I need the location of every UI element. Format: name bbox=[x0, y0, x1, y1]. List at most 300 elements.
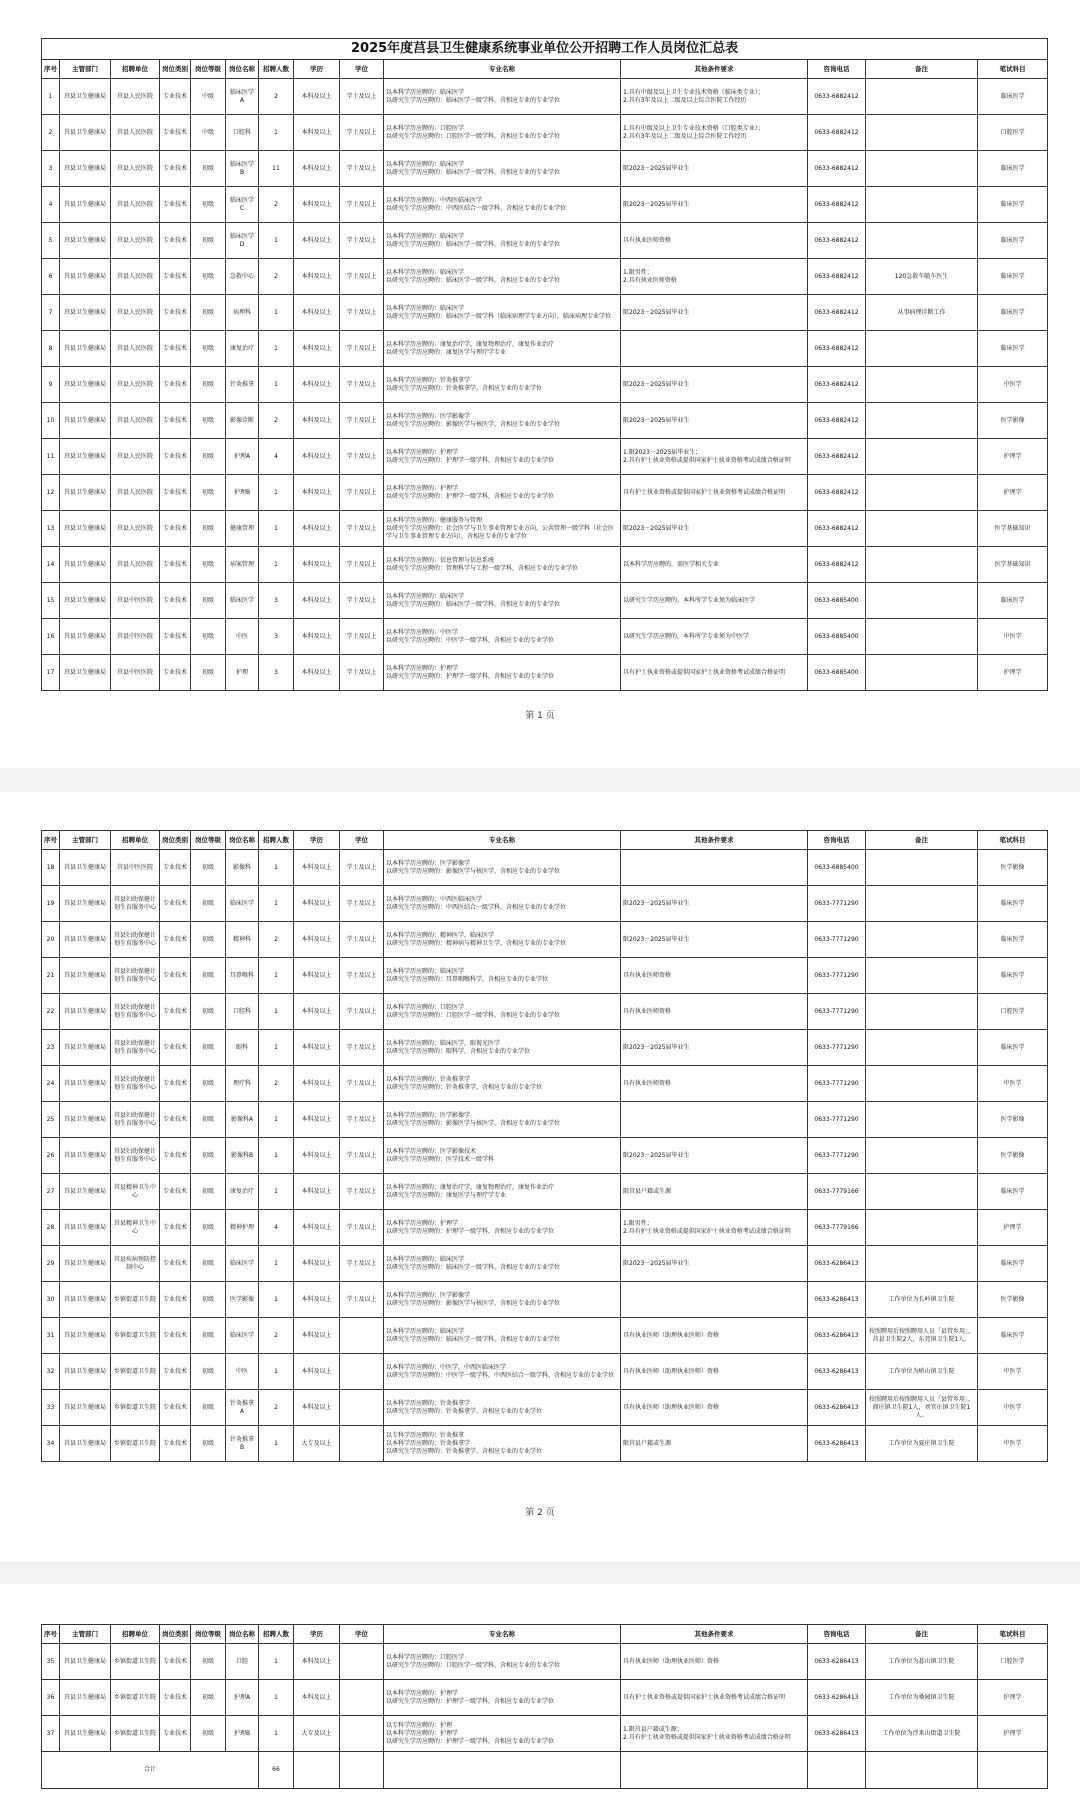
cell-edu: 本科及以上 bbox=[294, 367, 340, 403]
cell-degree: 学士及以上 bbox=[340, 1102, 384, 1138]
cell-other: 1.限莒县户籍或生源； 2.具有护士执业资格或提供国家护士执业资格考试成绩合格证明 bbox=[621, 1716, 808, 1752]
cell-tel: 0633-6286413 bbox=[808, 1644, 866, 1680]
table-row bbox=[42, 1246, 1048, 1282]
cell-note bbox=[866, 655, 978, 691]
cell-level: 初级 bbox=[191, 1390, 226, 1426]
cell-name: 临床医学B bbox=[226, 151, 259, 187]
cell-level: 中级 bbox=[191, 79, 226, 115]
cell-edu: 本科及以上 bbox=[294, 994, 340, 1030]
cell-major: 以本科学历应聘的：口腔医学 以研究生学历应聘的：口腔医学一级学科，含相应专业的专业学位 bbox=[384, 115, 621, 151]
cell-count: 2 bbox=[259, 259, 294, 295]
cell-edu: 本科及以上 bbox=[294, 1138, 340, 1174]
cell-type: 专业技术 bbox=[160, 1390, 191, 1426]
cell-level: 初级 bbox=[191, 1174, 226, 1210]
column-header: 招聘人数 bbox=[259, 1625, 294, 1644]
cell-name: 临床医学C bbox=[226, 187, 259, 223]
cell-dept: 莒县卫生健康局 bbox=[60, 1282, 111, 1318]
cell-level: 初级 bbox=[191, 958, 226, 994]
table-row bbox=[42, 1318, 1048, 1354]
column-header: 学位 bbox=[340, 1625, 384, 1644]
cell-major: 以本科学历应聘的：医学影像学 以研究生学历应聘的：影像医学与核医学，含相应专业的专业学位 bbox=[384, 1102, 621, 1138]
cell-name: 康复治疗 bbox=[226, 1174, 259, 1210]
cell-degree: 学士及以上 bbox=[340, 367, 384, 403]
cell-note bbox=[866, 403, 978, 439]
cell-note: 按照聘用后按照聘用人员「县管乡用」，莒县卫生院2人，东莞镇卫生院1人。 bbox=[866, 1318, 978, 1354]
cell-other: 具有执业医师资格 bbox=[621, 1066, 808, 1102]
cell-note bbox=[866, 1246, 978, 1282]
cell-degree: 学士及以上 bbox=[340, 475, 384, 511]
column-header: 咨询电话 bbox=[808, 60, 866, 79]
cell-unit: 莒县中医医院 bbox=[111, 850, 160, 886]
cell-other: 限莒县户籍或生源 bbox=[621, 1426, 808, 1462]
table-row bbox=[42, 259, 1048, 295]
cell-exam: 医学影像 bbox=[978, 1102, 1048, 1138]
cell-type: 专业技术 bbox=[160, 886, 191, 922]
column-header: 学位 bbox=[340, 60, 384, 79]
cell-other: 1.限男性； 2.具有执业医师资格 bbox=[621, 259, 808, 295]
column-header: 专业名称 bbox=[384, 1625, 621, 1644]
cell-exam: 医学基础知识 bbox=[978, 511, 1048, 547]
cell-tel: 0633-6286413 bbox=[808, 1246, 866, 1282]
column-header: 岗位等级 bbox=[191, 60, 226, 79]
cell-degree: 学士及以上 bbox=[340, 619, 384, 655]
cell-type: 专业技术 bbox=[160, 223, 191, 259]
cell-other: 以研究生学历应聘的，本科所学专业须为中医学 bbox=[621, 619, 808, 655]
cell-unit: 莒县人民医院 bbox=[111, 475, 160, 511]
cell-degree bbox=[340, 1354, 384, 1390]
cell-name: 临床医学D bbox=[226, 223, 259, 259]
page-3 bbox=[0, 1584, 1080, 1818]
cell-major: 以本科学历应聘的：针灸推拿学 以研究生学历应聘的：针灸推拿学，含相应专业的专业学位 bbox=[384, 1066, 621, 1102]
column-header: 备注 bbox=[866, 60, 978, 79]
cell-level: 初级 bbox=[191, 1282, 226, 1318]
cell-degree bbox=[340, 1426, 384, 1462]
cell-dept: 莒县卫生健康局 bbox=[60, 1066, 111, 1102]
table-row bbox=[42, 1066, 1048, 1102]
cell-level: 初级 bbox=[191, 583, 226, 619]
cell-tel: 0633-6882412 bbox=[808, 547, 866, 583]
cell-no: 21 bbox=[42, 958, 60, 994]
cell-count: 2 bbox=[259, 922, 294, 958]
cell-edu: 大专及以上 bbox=[294, 1426, 340, 1462]
cell-name: 针灸推拿A bbox=[226, 1390, 259, 1426]
cell-edu: 本科及以上 bbox=[294, 1390, 340, 1426]
cell-other: 以本科学历应聘的，需医学相关专业 bbox=[621, 547, 808, 583]
cell-note: 工作单位为碁山镇卫生院 bbox=[866, 1644, 978, 1680]
cell-no: 9 bbox=[42, 367, 60, 403]
cell-level: 初级 bbox=[191, 655, 226, 691]
table-row bbox=[42, 1644, 1048, 1680]
cell-no: 27 bbox=[42, 1174, 60, 1210]
cell-no: 16 bbox=[42, 619, 60, 655]
cell-dept: 莒县卫生健康局 bbox=[60, 1030, 111, 1066]
cell-dept: 莒县卫生健康局 bbox=[60, 958, 111, 994]
cell-type: 专业技术 bbox=[160, 475, 191, 511]
cell-name: 护理 bbox=[226, 655, 259, 691]
cell-count: 1 bbox=[259, 1138, 294, 1174]
cell-major: 以本科学历应聘的：康复治疗学，康复物理治疗，康复作业治疗 以研究生学历应聘的：康复医学与理疗学专业 bbox=[384, 331, 621, 367]
cell-major: 以本科学历应聘的：护理学 以研究生学历应聘的：护理学一级学科，含相应专业的专业学位 bbox=[384, 1680, 621, 1716]
cell-unit: 莒县疾病预防控制中心 bbox=[111, 1246, 160, 1282]
cell-unit: 莒县人民医院 bbox=[111, 367, 160, 403]
cell-unit: 乡镇街道卫生院 bbox=[111, 1282, 160, 1318]
cell-level: 中级 bbox=[191, 115, 226, 151]
cell-no: 25 bbox=[42, 1102, 60, 1138]
cell-other: 具有执业医师（助理执业医师）资格 bbox=[621, 1390, 808, 1426]
cell-count: 3 bbox=[259, 619, 294, 655]
cell-other: 限2023－2025届毕业生 bbox=[621, 403, 808, 439]
table-row bbox=[42, 886, 1048, 922]
cell-unit: 莒县人民医院 bbox=[111, 223, 160, 259]
cell-dept: 莒县卫生健康局 bbox=[60, 223, 111, 259]
cell-name: 护理A bbox=[226, 1680, 259, 1716]
cell-note: 工作单位为桑园镇卫生院 bbox=[866, 1680, 978, 1716]
cell-no: 29 bbox=[42, 1246, 60, 1282]
cell-edu: 本科及以上 bbox=[294, 619, 340, 655]
cell-note bbox=[866, 475, 978, 511]
cell-unit: 乡镇街道卫生院 bbox=[111, 1680, 160, 1716]
cell-major: 以本科学历应聘的：护理学 以研究生学历应聘的：护理学一级学科，含相应专业的专业学位 bbox=[384, 475, 621, 511]
cell-exam: 护理学 bbox=[978, 655, 1048, 691]
cell-level: 初级 bbox=[191, 367, 226, 403]
cell-count: 11 bbox=[259, 151, 294, 187]
cell-level: 初级 bbox=[191, 475, 226, 511]
cell-name: 临床医学 bbox=[226, 1246, 259, 1282]
cell-name: 中医 bbox=[226, 619, 259, 655]
cell-level: 初级 bbox=[191, 886, 226, 922]
cell-count: 1 bbox=[259, 1174, 294, 1210]
cell-tel: 0633-6885400 bbox=[808, 850, 866, 886]
cell-level: 初级 bbox=[191, 1102, 226, 1138]
cell-unit: 莒县妇幼保健计划生育服务中心 bbox=[111, 1066, 160, 1102]
cell-name: 临床医学 bbox=[226, 583, 259, 619]
cell-tel: 0633-6882412 bbox=[808, 187, 866, 223]
cell-exam: 中医学 bbox=[978, 1354, 1048, 1390]
cell-other: 限2023－2025届毕业生 bbox=[621, 1030, 808, 1066]
cell-no: 32 bbox=[42, 1354, 60, 1390]
cell-exam: 护理学 bbox=[978, 1716, 1048, 1752]
cell-dept: 莒县卫生健康局 bbox=[60, 511, 111, 547]
cell-note bbox=[866, 547, 978, 583]
header-row bbox=[42, 60, 1048, 79]
cell-type: 专业技术 bbox=[160, 547, 191, 583]
cell-unit: 莒县精神卫生中心 bbox=[111, 1210, 160, 1246]
cell-level: 初级 bbox=[191, 331, 226, 367]
cell-major: 以本科学历应聘的：临床医学 以研究生学历应聘的：临床医学一级学科，含相应专业的专业学位 bbox=[384, 79, 621, 115]
cell-count: 2 bbox=[259, 1390, 294, 1426]
cell-degree: 学士及以上 bbox=[340, 655, 384, 691]
cell-tel: 0633-6882412 bbox=[808, 475, 866, 511]
cell-type: 专业技术 bbox=[160, 1644, 191, 1680]
cell-count: 1 bbox=[259, 886, 294, 922]
cell-major: 以本科学历应聘的：中西医临床医学 以研究生学历应聘的：中西医结合一级学科，含相应专业的专业学位 bbox=[384, 886, 621, 922]
cell-exam: 临床医学 bbox=[978, 223, 1048, 259]
cell-exam: 医学基础知识 bbox=[978, 547, 1048, 583]
cell-edu: 本科及以上 bbox=[294, 511, 340, 547]
table-row bbox=[42, 1426, 1048, 1462]
cell-degree: 学士及以上 bbox=[340, 922, 384, 958]
cell-dept: 莒县卫生健康局 bbox=[60, 439, 111, 475]
cell-degree: 学士及以上 bbox=[340, 151, 384, 187]
column-header: 招聘单位 bbox=[111, 831, 160, 850]
cell-name: 急救中心 bbox=[226, 259, 259, 295]
cell-level: 初级 bbox=[191, 1354, 226, 1390]
cell-other: 具有护士执业资格或提供国家护士执业资格考试成绩合格证明 bbox=[621, 475, 808, 511]
cell-exam: 护理学 bbox=[978, 1680, 1048, 1716]
column-header: 主管部门 bbox=[60, 831, 111, 850]
column-header: 笔试科目 bbox=[978, 60, 1048, 79]
cell-tel: 0633-6882412 bbox=[808, 403, 866, 439]
cell-note bbox=[866, 619, 978, 655]
cell-dept: 莒县卫生健康局 bbox=[60, 922, 111, 958]
cell-edu: 本科及以上 bbox=[294, 295, 340, 331]
cell-name: 影像诊断 bbox=[226, 403, 259, 439]
cell-edu: 本科及以上 bbox=[294, 1354, 340, 1390]
cell-degree: 学士及以上 bbox=[340, 958, 384, 994]
cell-other bbox=[621, 850, 808, 886]
cell-tel: 0633-7771290 bbox=[808, 886, 866, 922]
cell-level: 初级 bbox=[191, 1426, 226, 1462]
cell-no: 13 bbox=[42, 511, 60, 547]
cell-unit: 莒县妇幼保健计划生育服务中心 bbox=[111, 1138, 160, 1174]
cell-type: 专业技术 bbox=[160, 1716, 191, 1752]
cell-dept: 莒县卫生健康局 bbox=[60, 1318, 111, 1354]
table-row bbox=[42, 1680, 1048, 1716]
column-header: 备注 bbox=[866, 1625, 978, 1644]
cell-degree: 学士及以上 bbox=[340, 583, 384, 619]
cell-name: 康复治疗 bbox=[226, 331, 259, 367]
cell-count: 2 bbox=[259, 403, 294, 439]
column-header: 笔试科目 bbox=[978, 1625, 1048, 1644]
table-row bbox=[42, 1174, 1048, 1210]
cell-no: 31 bbox=[42, 1318, 60, 1354]
cell-count: 2 bbox=[259, 79, 294, 115]
cell-dept: 莒县卫生健康局 bbox=[60, 1644, 111, 1680]
cell-level: 初级 bbox=[191, 187, 226, 223]
cell-exam: 临床医学 bbox=[978, 886, 1048, 922]
cell-name: 眼科 bbox=[226, 1030, 259, 1066]
cell-note bbox=[866, 79, 978, 115]
cell-note bbox=[866, 1030, 978, 1066]
cell-degree: 学士及以上 bbox=[340, 886, 384, 922]
cell-type: 专业技术 bbox=[160, 439, 191, 475]
cell-major: 以本科学历应聘的：护理学 以研究生学历应聘的：护理学一级学科，含相应专业的专业学位 bbox=[384, 655, 621, 691]
cell-dept: 莒县卫生健康局 bbox=[60, 583, 111, 619]
column-header: 学位 bbox=[340, 831, 384, 850]
cell-note: 工作单位为浮来山街道卫生院 bbox=[866, 1716, 978, 1752]
cell-level: 初级 bbox=[191, 547, 226, 583]
cell-note bbox=[866, 1102, 978, 1138]
cell-unit: 莒县中医医院 bbox=[111, 655, 160, 691]
cell-name: 理疗科 bbox=[226, 1066, 259, 1102]
cell-name: 病案管理 bbox=[226, 547, 259, 583]
cell-degree: 学士及以上 bbox=[340, 511, 384, 547]
cell-count: 1 bbox=[259, 547, 294, 583]
cell-type: 专业技术 bbox=[160, 1426, 191, 1462]
cell-unit: 莒县妇幼保健计划生育服务中心 bbox=[111, 922, 160, 958]
cell-type: 专业技术 bbox=[160, 295, 191, 331]
cell-major: 以本科学历应聘的：医学影像学 以研究生学历应聘的：影像医学与核医学，含相应专业的专业学位 bbox=[384, 403, 621, 439]
cell-dept: 莒县卫生健康局 bbox=[60, 850, 111, 886]
cell-tel: 0633-6882412 bbox=[808, 439, 866, 475]
cell-dept: 莒县卫生健康局 bbox=[60, 1390, 111, 1426]
cell-tel: 0633-6286413 bbox=[808, 1318, 866, 1354]
cell-tel: 0633-7771290 bbox=[808, 1066, 866, 1102]
cell-no: 4 bbox=[42, 187, 60, 223]
cell-dept: 莒县卫生健康局 bbox=[60, 547, 111, 583]
cell-degree bbox=[340, 1716, 384, 1752]
cell-edu: 本科及以上 bbox=[294, 259, 340, 295]
page-1 bbox=[0, 0, 1080, 768]
cell-count: 1 bbox=[259, 1716, 294, 1752]
cell-edu: 本科及以上 bbox=[294, 331, 340, 367]
cell-unit: 莒县人民医院 bbox=[111, 331, 160, 367]
cell-count: 1 bbox=[259, 850, 294, 886]
table-row bbox=[42, 295, 1048, 331]
cell-exam: 口腔医学 bbox=[978, 115, 1048, 151]
cell-note bbox=[866, 331, 978, 367]
cell-edu: 本科及以上 bbox=[294, 1680, 340, 1716]
cell-no: 10 bbox=[42, 403, 60, 439]
cell-name: 影像科B bbox=[226, 1138, 259, 1174]
cell-note bbox=[866, 850, 978, 886]
column-header: 序号 bbox=[42, 1625, 60, 1644]
cell-degree: 学士及以上 bbox=[340, 1210, 384, 1246]
cell-edu: 本科及以上 bbox=[294, 655, 340, 691]
table-row bbox=[42, 151, 1048, 187]
cell-exam: 医学影像 bbox=[978, 1138, 1048, 1174]
cell-unit: 莒县人民医院 bbox=[111, 547, 160, 583]
cell-name: 中医 bbox=[226, 1354, 259, 1390]
cell-type: 专业技术 bbox=[160, 1210, 191, 1246]
cell-exam: 中医学 bbox=[978, 1066, 1048, 1102]
cell-level: 初级 bbox=[191, 922, 226, 958]
cell-unit: 莒县精神卫生中心 bbox=[111, 1174, 160, 1210]
cell-other bbox=[621, 331, 808, 367]
cell-tel: 0633-6286413 bbox=[808, 1426, 866, 1462]
cell-major: 以本科学历应聘的：医学影像学 以研究生学历应聘的：影像医学与核医学，含相应专业的专业学位 bbox=[384, 1282, 621, 1318]
table-row bbox=[42, 403, 1048, 439]
cell-note bbox=[866, 583, 978, 619]
cell-type: 专业技术 bbox=[160, 922, 191, 958]
cell-edu: 本科及以上 bbox=[294, 547, 340, 583]
table-row bbox=[42, 115, 1048, 151]
cell-exam: 医学影像 bbox=[978, 1282, 1048, 1318]
cell-unit: 莒县中医医院 bbox=[111, 583, 160, 619]
cell-type: 专业技术 bbox=[160, 1680, 191, 1716]
cell-count: 3 bbox=[259, 583, 294, 619]
table-row bbox=[42, 619, 1048, 655]
cell-degree: 学士及以上 bbox=[340, 187, 384, 223]
cell-other: 限2023－2025届毕业生 bbox=[621, 1246, 808, 1282]
cell-major: 以本科学历应聘的：中西医临床医学 以研究生学历应聘的：中西医结合一级学科，含相应专业的专业学位 bbox=[384, 187, 621, 223]
cell-note: 从事病理诊断工作 bbox=[866, 295, 978, 331]
cell-type: 专业技术 bbox=[160, 1354, 191, 1390]
cell-note: 工作单位为长岭镇卫生院 bbox=[866, 1282, 978, 1318]
column-header: 招聘人数 bbox=[259, 60, 294, 79]
column-header: 专业名称 bbox=[384, 831, 621, 850]
table-row bbox=[42, 994, 1048, 1030]
cell-exam: 护理学 bbox=[978, 1210, 1048, 1246]
cell-note bbox=[866, 958, 978, 994]
table-row bbox=[42, 958, 1048, 994]
cell-major: 以本科学历应聘的：康复治疗学，康复物理治疗，康复作业治疗 以研究生学历应聘的：康复医学与理疗学专业 bbox=[384, 1174, 621, 1210]
cell-tel: 0633-7771290 bbox=[808, 1102, 866, 1138]
cell-level: 初级 bbox=[191, 1066, 226, 1102]
cell-unit: 乡镇街道卫生院 bbox=[111, 1426, 160, 1462]
cell-major: 以本科学历应聘的：信息管理与信息系统 以研究生学历应聘的：管理科学与工程一级学科，含相应专业的专业学位 bbox=[384, 547, 621, 583]
cell-name: 针灸推拿 bbox=[226, 367, 259, 403]
cell-other: 以研究生学历应聘的，本科所学专业须为临床医学 bbox=[621, 583, 808, 619]
cell-major: 以本科学历应聘的：护理学 以研究生学历应聘的：护理学一级学科，含相应专业的专业学位 bbox=[384, 1210, 621, 1246]
cell-major: 以专科学历应聘的：护理 以本科学历应聘的：护理学 以研究生学历应聘的：护理学一级学科，含相应专业的专业学位 bbox=[384, 1716, 621, 1752]
cell-no: 28 bbox=[42, 1210, 60, 1246]
cell-edu: 本科及以上 bbox=[294, 439, 340, 475]
column-header: 学历 bbox=[294, 60, 340, 79]
cell-no: 11 bbox=[42, 439, 60, 475]
cell-tel: 0633-6286413 bbox=[808, 1282, 866, 1318]
cell-dept: 莒县卫生健康局 bbox=[60, 619, 111, 655]
column-header: 岗位名称 bbox=[226, 1625, 259, 1644]
recruitment-table-page-3 bbox=[41, 1624, 1048, 1789]
header-row bbox=[42, 831, 1048, 850]
cell-type: 专业技术 bbox=[160, 1066, 191, 1102]
cell-note bbox=[866, 511, 978, 547]
table-row bbox=[42, 1210, 1048, 1246]
cell-unit: 乡镇街道卫生院 bbox=[111, 1644, 160, 1680]
cell-unit: 莒县妇幼保健计划生育服务中心 bbox=[111, 1102, 160, 1138]
cell-other bbox=[621, 1282, 808, 1318]
cell-edu: 本科及以上 bbox=[294, 1246, 340, 1282]
table-row bbox=[42, 187, 1048, 223]
cell-other: 限2023－2025届毕业生 bbox=[621, 886, 808, 922]
cell-degree bbox=[340, 1680, 384, 1716]
cell-degree: 学士及以上 bbox=[340, 547, 384, 583]
cell-major: 以本科学历应聘的：精神医学，临床医学 以研究生学历应聘的：精神病与精神卫生学，含相应专业的专业学位 bbox=[384, 922, 621, 958]
cell-dept: 莒县卫生健康局 bbox=[60, 259, 111, 295]
cell-major: 以本科学历应聘的：中医学 以研究生学历应聘的：中医学一级学科，含相应专业的专业学位 bbox=[384, 619, 621, 655]
cell-unit: 莒县人民医院 bbox=[111, 115, 160, 151]
cell-edu: 本科及以上 bbox=[294, 1030, 340, 1066]
cell-type: 专业技术 bbox=[160, 850, 191, 886]
cell-tel: 0633-7779166 bbox=[808, 1210, 866, 1246]
cell-major: 以本科学历应聘的：口腔医学 以研究生学历应聘的：口腔医学一级学科，含相应专业的专业学位 bbox=[384, 994, 621, 1030]
cell-name: 耳鼻喉科 bbox=[226, 958, 259, 994]
cell-other: 具有执业医师（助理执业医师）资格 bbox=[621, 1318, 808, 1354]
cell-unit: 莒县人民医院 bbox=[111, 187, 160, 223]
cell-type: 专业技术 bbox=[160, 115, 191, 151]
cell-degree: 学士及以上 bbox=[340, 1246, 384, 1282]
cell-tel: 0633-6286413 bbox=[808, 1390, 866, 1426]
cell-other: 1.限男性； 2.具有护士执业资格或提供国家护士执业资格考试成绩合格证明 bbox=[621, 1210, 808, 1246]
cell-unit: 莒县人民医院 bbox=[111, 439, 160, 475]
table-row bbox=[42, 1138, 1048, 1174]
cell-name: 护理B bbox=[226, 475, 259, 511]
cell-name: 精神护理 bbox=[226, 1210, 259, 1246]
cell-note: 120急救车随车医生 bbox=[866, 259, 978, 295]
cell-edu: 大专及以上 bbox=[294, 1716, 340, 1752]
cell-type: 专业技术 bbox=[160, 583, 191, 619]
cell-major: 以本科学历应聘的：医学影像学 以研究生学历应聘的：影像医学与核医学，含相应专业的专业学位 bbox=[384, 850, 621, 886]
cell-type: 专业技术 bbox=[160, 619, 191, 655]
cell-major: 以本科学历应聘的：临床医学 以研究生学历应聘的：临床医学一级学科，含相应专业的专业学位 bbox=[384, 259, 621, 295]
cell-other: 具有执业医师资格 bbox=[621, 958, 808, 994]
cell-name: 口腔 bbox=[226, 1644, 259, 1680]
cell-other: 限2023－2025届毕业生 bbox=[621, 151, 808, 187]
cell-tel: 0633-6286413 bbox=[808, 1354, 866, 1390]
cell-edu: 本科及以上 bbox=[294, 850, 340, 886]
cell-other: 具有执业医师（助理执业医师）资格 bbox=[621, 1644, 808, 1680]
